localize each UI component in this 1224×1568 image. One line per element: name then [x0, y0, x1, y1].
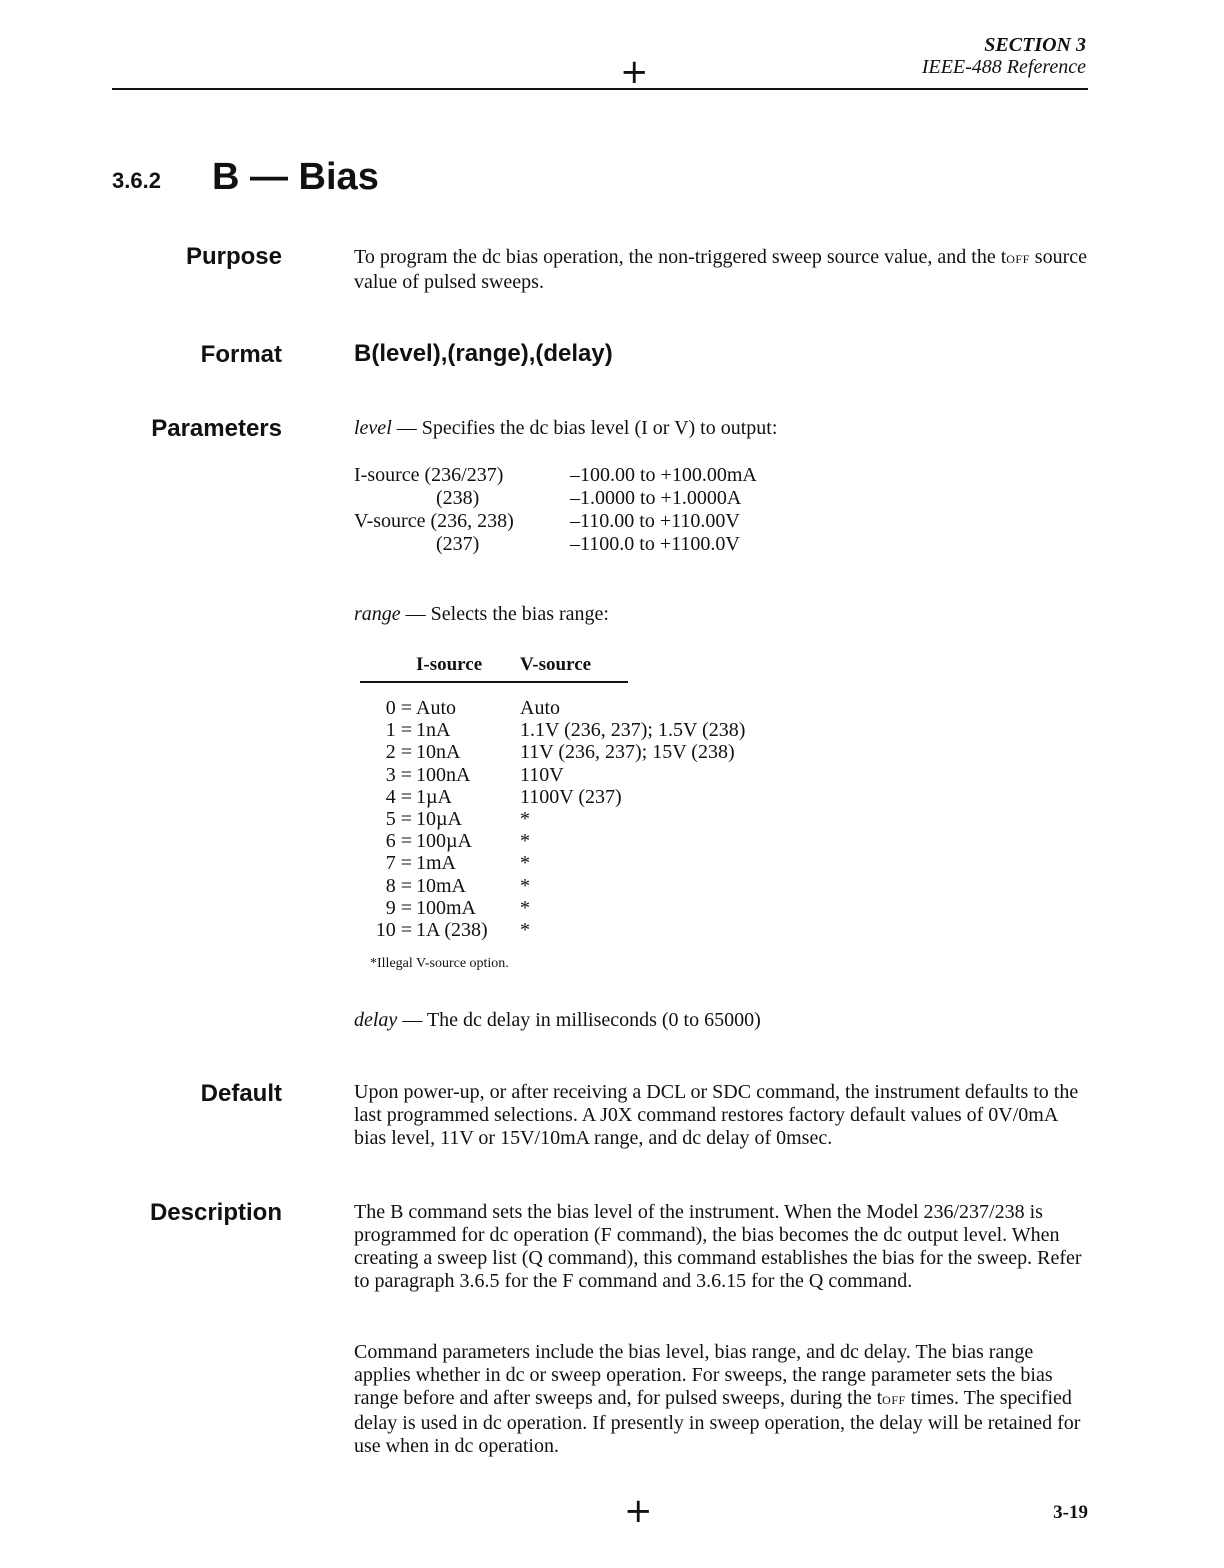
level-description: level — Specifies the dc bias level (I or V) to output:: [354, 417, 778, 439]
label-format: Format: [200, 341, 282, 368]
range-footnote: *Illegal V-source option.: [370, 956, 509, 971]
label-default: Default: [200, 1080, 282, 1107]
crosshair-bottom-mark: +: [624, 1491, 653, 1531]
range-header-rule: [360, 681, 628, 683]
label-description: Description: [149, 1199, 282, 1226]
label-purpose: Purpose: [185, 243, 282, 270]
label-parameters: Parameters: [151, 415, 282, 442]
range-term: range: [354, 603, 401, 625]
description-para-1: The B command sets the bias level of the instrument. When the Model 236/237/238 is programmed for dc operation (F command), the bias becomes the dc output level. When creating a sweep list (Q command), this command establishes the bias for the sweep. Refer to paragraph 3.6.5 for the F command and 3.6.15 for the Q command.: [354, 1201, 1082, 1292]
range-col-vsource: V-source: [520, 654, 592, 675]
level-term: level: [354, 417, 392, 439]
description-subscript: OFF: [882, 1393, 906, 1407]
header-section: SECTION 3: [984, 34, 1086, 56]
range-col-isource: I-source: [416, 654, 483, 675]
section-number: 3.6.2: [112, 168, 161, 193]
purpose-subscript: OFF: [1006, 252, 1030, 266]
delay-term: delay: [354, 1009, 398, 1031]
page-number: 3-19: [1053, 1502, 1088, 1523]
header-subtitle: IEEE-488 Reference: [921, 56, 1086, 78]
description-para-2: Command parameters include the bias level, bias range, and dc delay. The bias range applies whether in dc or sweep operation. For sweeps, the range parameter sets the bias range before and after sweeps and, for pulsed sweeps, during the tOFF times. The specified delay is used in dc operation. If presently in sweep operation, the delay will be retained for use when in dc operation.: [354, 1341, 1081, 1457]
section-title: B — Bias: [212, 156, 379, 198]
format-syntax: B(level),(range),(delay): [354, 340, 613, 367]
crosshair-top-mark: +: [620, 52, 649, 92]
purpose-text: To program the dc bias operation, the non-triggered sweep source value, and the tOFF source value of pulsed sweeps.: [354, 246, 1087, 293]
running-header: [922, 34, 1086, 78]
default-text: Upon power-up, or after receiving a DCL or SDC command, the instrument defaults to the last programmed selections. A J0X command restores factory default values of 0V/0mA bias level, 11V or 15V/10mA range, and dc delay of 0msec.: [354, 1081, 1079, 1149]
header-rule: [112, 88, 1088, 90]
delay-description: delay — The dc delay in milliseconds (0 to 65000): [354, 1009, 761, 1031]
range-description: range — Selects the bias range:: [354, 603, 609, 625]
